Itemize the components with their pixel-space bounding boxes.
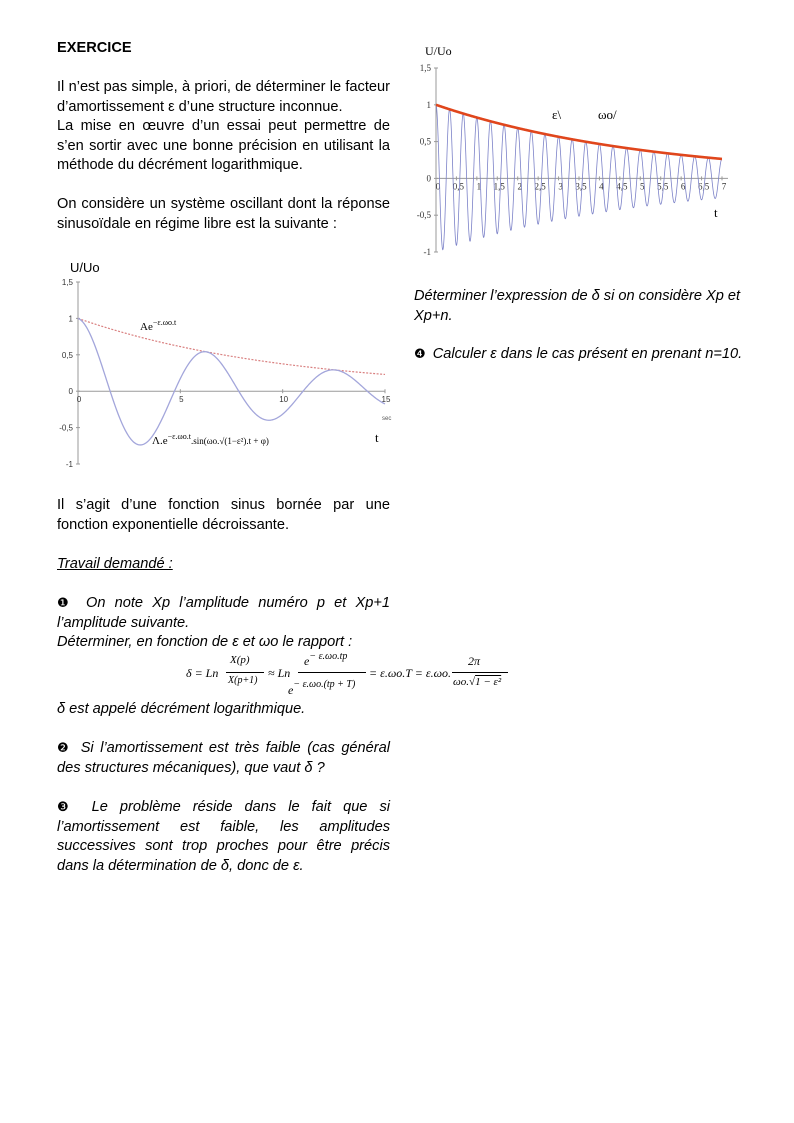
c2-xtick-label: 5 bbox=[640, 181, 645, 192]
formula-approx: ≈ Ln bbox=[268, 666, 291, 680]
chart1-xunit: sec bbox=[382, 416, 392, 422]
chart1-ylabel: U/Uo bbox=[70, 260, 100, 275]
c2-xtick-label: 7 bbox=[721, 181, 727, 192]
c2-xtick-label: 2,5 bbox=[534, 181, 546, 192]
formula-equals-part: = ε.ωo.T = ε.ωo. bbox=[369, 666, 452, 680]
c2-ytick-label: -1 bbox=[423, 247, 431, 257]
question-1-instruction: Déterminer, en fonction de ε et ωo le rapport : bbox=[57, 634, 353, 650]
c1-ytick-label: 1 bbox=[68, 314, 73, 324]
chart1-envelope-label: $Ae^{-\varepsilon.\omega o.t}$ bbox=[140, 318, 177, 333]
c1-ytick-label: 1,5 bbox=[61, 278, 73, 287]
formula-frac1-den: X(p+1) bbox=[228, 675, 258, 686]
c1-xtick-label: 0 bbox=[76, 395, 82, 405]
c2-xtick-label: 6,5 bbox=[697, 181, 710, 192]
intro-paragraph-2: La mise en œuvre d’un essai peut permettre de s’en sortir avec une bonne précision en utilisant la méthode du décrément logarithmique. bbox=[57, 118, 390, 173]
c1-xtick-label: 5 bbox=[179, 395, 184, 405]
chart1-response-label: $\Lambda.e^{-\varepsilon.\omega o.t}_{.sin(\omega o.√(1-\varepsilon^2).t + \varphi)}$ bbox=[152, 432, 269, 447]
exercise-title: EXERCICE bbox=[57, 40, 132, 56]
question-1-text: On note Xp l’amplitude numéro p et Xp+1 l’amplitude suivante. bbox=[57, 595, 391, 631]
c2-xtick-label: 1 bbox=[476, 181, 482, 192]
c1-ytick-label: -1 bbox=[65, 460, 73, 469]
c1-ytick-label: 0 bbox=[68, 387, 73, 397]
chart2-omega-annotation: ωo/ bbox=[598, 107, 617, 122]
c1-xtick-label: 10 bbox=[279, 395, 289, 405]
c2-xtick-label: 0,5 bbox=[452, 181, 465, 192]
c2-xtick-label: 2 bbox=[517, 181, 522, 192]
c2-xtick-label: 6 bbox=[680, 181, 686, 192]
c2-xtick-label: 4,5 bbox=[616, 181, 628, 192]
formula-lhs: δ = Ln bbox=[186, 666, 219, 680]
after-chart-paragraph: Il s’agit d’une fonction sinus bornée par une fonction exponentielle décroissante. bbox=[57, 497, 390, 533]
intro-paragraph-1: Il n’est pas simple, à priori, de déterminer le facteur d’amortissement ε d’une structure inconnue. bbox=[57, 79, 390, 115]
c2-xtick-label: 1,5 bbox=[493, 181, 505, 192]
work-heading: Travail demandé : bbox=[57, 556, 173, 572]
question-3b: Déterminer l’expression de δ si on considère Xp et Xp+n. bbox=[414, 288, 741, 324]
formula-frac2-num: $e^{- \varepsilon.\omega o.tp}$ bbox=[304, 651, 348, 668]
chart2-xlabel: t bbox=[714, 205, 718, 220]
delta-definition: δ est appelé décrément logarithmique. bbox=[57, 701, 306, 717]
c2-xtick-label: 0 bbox=[435, 181, 441, 192]
c2-ytick-label: -0,5 bbox=[416, 210, 431, 221]
c1-xtick-label: 15 bbox=[381, 395, 391, 405]
bullet-4-icon: ❹ bbox=[414, 347, 426, 362]
c1-ytick-label: 0,5 bbox=[61, 350, 73, 360]
c2-ytick-label: 1 bbox=[426, 99, 431, 110]
c2-xtick-label: 3 bbox=[558, 181, 563, 192]
question-3-text: Le problème réside dans le fait que si l’amortissement est faible, les amplitudes successives sont trop proches pour être précis dans la détermination de δ, donc de ε. bbox=[57, 799, 390, 874]
chart2-epsilon-annotation: ε\ bbox=[552, 107, 562, 122]
c2-xtick-label: 3,5 bbox=[575, 181, 587, 192]
c1-ytick-label: -0,5 bbox=[59, 423, 73, 433]
c2-xtick-label: 4 bbox=[599, 181, 604, 192]
formula-frac3-num: 2π bbox=[468, 654, 481, 668]
formula-frac2-den: e− ε.ωo.(tp + T) bbox=[288, 679, 356, 697]
c2-ytick-label: 0 bbox=[426, 173, 431, 184]
c2-ytick-label: 0,5 bbox=[419, 136, 431, 147]
question-2-text: Si l’amortissement est très faible (cas général des structures mécaniques), que vaut δ ? bbox=[57, 740, 390, 776]
question-4 bbox=[414, 345, 750, 365]
formula-frac1-num: X(p) bbox=[230, 654, 250, 666]
bullet-1-icon: ❶ bbox=[57, 596, 74, 611]
c2-xtick-label: 5,5 bbox=[657, 181, 669, 192]
intro-paragraph-3: On considère un système oscillant dont la réponse sinusoïdale en régime libre est la suivante : bbox=[57, 196, 390, 232]
question-4-text: Calculer ε dans le cas présent en prenant n=10. bbox=[432, 346, 743, 362]
chart2-ylabel: U/Uo bbox=[425, 44, 452, 58]
bullet-3-icon: ❸ bbox=[57, 800, 77, 815]
c2-ytick-label: 1,5 bbox=[419, 63, 431, 73]
bullet-2-icon: ❷ bbox=[57, 741, 72, 756]
chart1-xlabel: t bbox=[375, 430, 379, 445]
formula-frac3-den: ωo.√1 − ε² bbox=[453, 676, 502, 688]
